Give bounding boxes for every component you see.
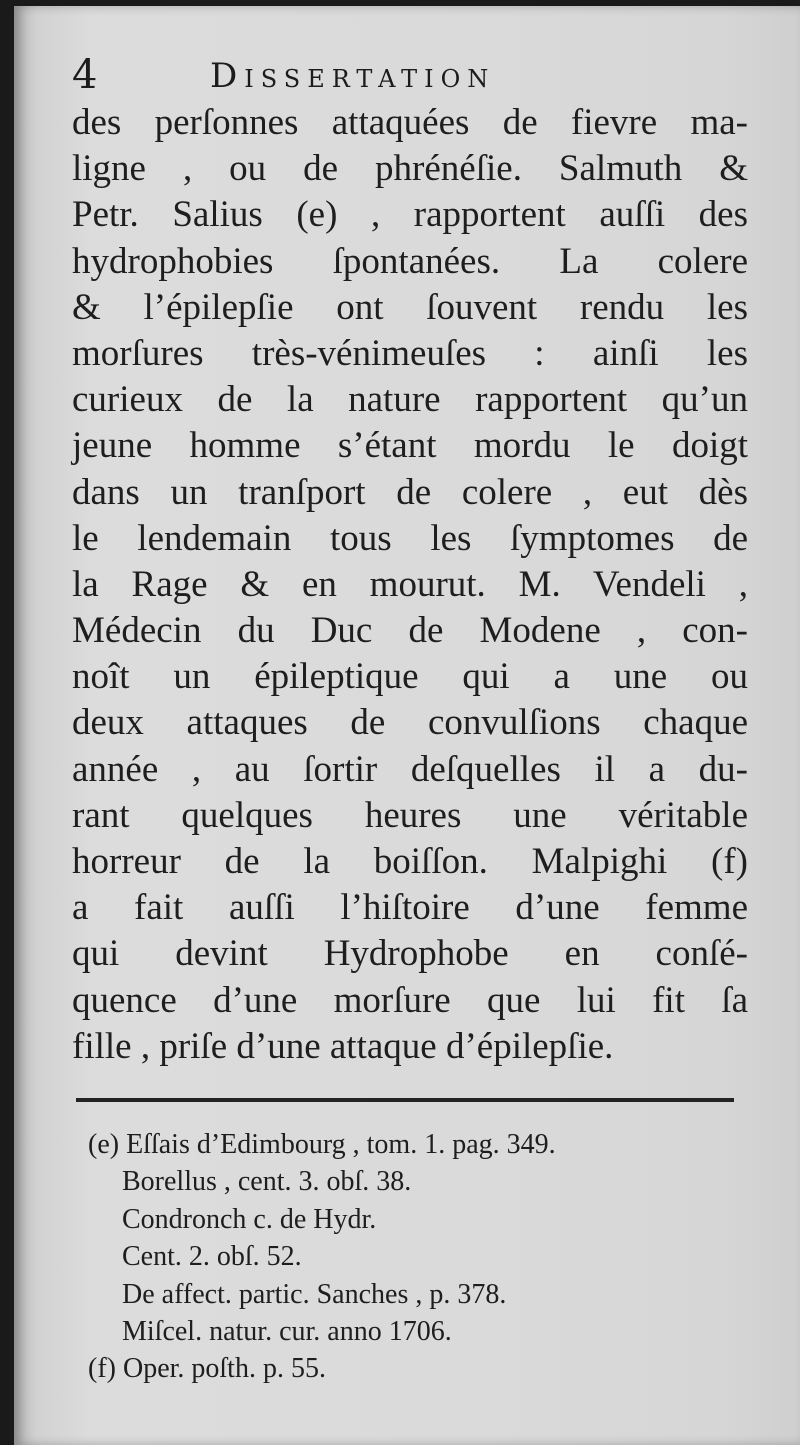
text-line: & l’épilepſie ont ſouvent rendu les bbox=[72, 286, 748, 328]
text-line: Médecin du Duc de Modene , con- bbox=[72, 610, 748, 652]
body-text bbox=[72, 100, 748, 1070]
text-line: quence d’une morſure que lui fit ſa bbox=[72, 979, 748, 1021]
book-page bbox=[14, 6, 800, 1445]
text-line: dans un tranſport de colere , eut dès bbox=[72, 471, 748, 513]
text-line: la Rage & en mourut. M. Vendeli , bbox=[72, 563, 748, 605]
footnotes bbox=[88, 1126, 768, 1388]
running-head: Dissertation bbox=[210, 56, 496, 96]
text-line: noît un épileptique qui a une ou bbox=[72, 656, 748, 698]
footnote-line: (f) Oper. poſth. p. 55. bbox=[88, 1353, 326, 1385]
footnote-line: Cent. 2. obſ. 52. bbox=[122, 1241, 302, 1273]
text-line: rant quelques heures une véritable bbox=[72, 794, 748, 836]
footnote-line: (e) Eſſais d’Edimbourg , tom. 1. pag. 349. bbox=[88, 1129, 556, 1160]
text-line: hydrophobies ſpontanées. La colere bbox=[72, 240, 748, 282]
text-line: année , au ſortir deſquelles il a du- bbox=[72, 748, 748, 790]
text-line: morſures très-vénimeuſes : ainſi les bbox=[72, 332, 748, 374]
text-line: ligne , ou de phrénéſie. Salmuth & bbox=[72, 148, 748, 190]
text-line: a fait auſſi l’hiſtoire d’une femme bbox=[72, 887, 748, 929]
footnote-line: De affect. partic. Sanches , p. 378. bbox=[122, 1278, 507, 1310]
footnote-line: Condronch c. de Hydr. bbox=[122, 1203, 377, 1235]
text-line: horreur de la boiſſon. Malpighi (f) bbox=[72, 841, 748, 882]
footnote-divider bbox=[76, 1098, 734, 1102]
text-line: qui devint Hydrophobe en conſé- bbox=[72, 933, 748, 975]
text-line: le lendemain tous les ſymptomes de bbox=[72, 517, 748, 559]
text-line: curieux de la nature rapportent qu’un bbox=[72, 379, 748, 421]
footnote-line: Borellus , cent. 3. obſ. 38. bbox=[122, 1166, 412, 1198]
text-line: jeune homme s’étant mordu le doigt bbox=[72, 425, 748, 467]
page-header bbox=[72, 50, 632, 102]
text-line: des perſonnes attaquées de fievre ma- bbox=[72, 102, 748, 143]
text-line: Petr. Salius (e) , rapportent auſſi des bbox=[72, 194, 748, 236]
footnote-line: Miſcel. natur. cur. anno 1706. bbox=[122, 1315, 452, 1347]
text-line: fille , priſe d’une attaque d’épilepſie. bbox=[72, 1025, 614, 1067]
page-number: 4 bbox=[72, 52, 98, 98]
text-line: deux attaques de convulſions chaque bbox=[72, 702, 748, 744]
